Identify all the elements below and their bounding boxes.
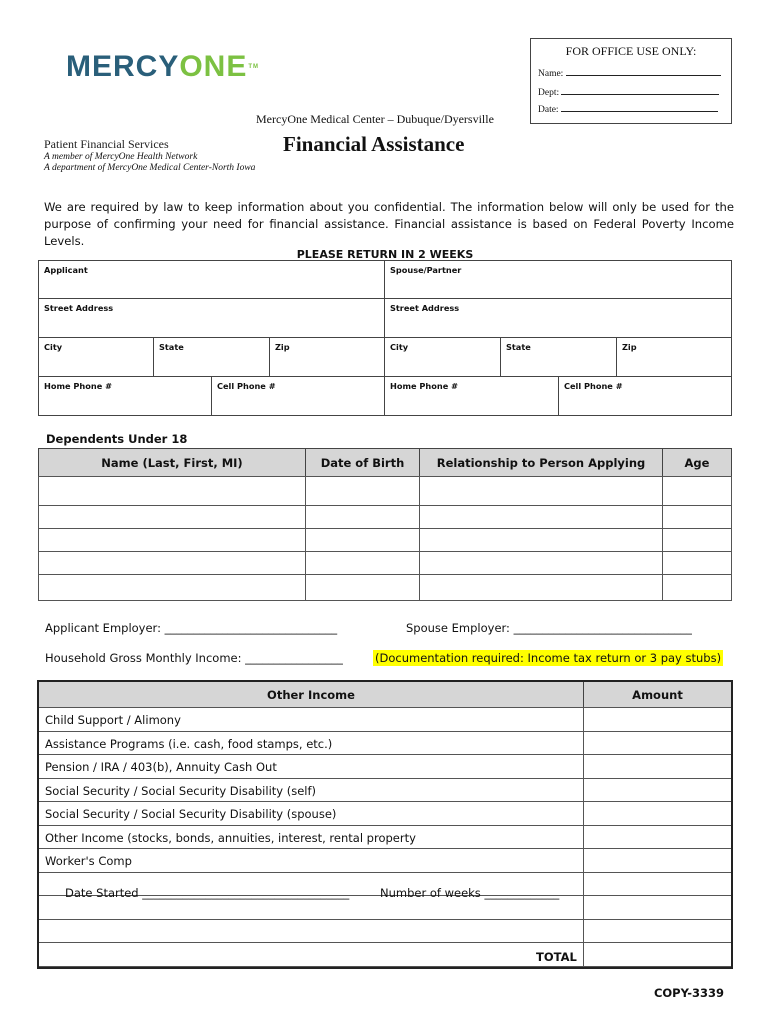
other-income-row xyxy=(38,778,584,803)
spouse-city-field[interactable] xyxy=(384,337,501,377)
dependent-cell[interactable] xyxy=(662,476,732,506)
dependent-cell[interactable] xyxy=(305,476,420,506)
dependent-cell[interactable] xyxy=(662,505,732,529)
amount-header: Amount xyxy=(583,681,732,708)
spouse-state-label: State xyxy=(506,342,531,352)
spouse-cell-phone-field[interactable] xyxy=(558,376,732,416)
office-date-label: Date: xyxy=(538,105,559,115)
office-dept-row xyxy=(538,85,719,98)
dependent-cell[interactable] xyxy=(305,528,420,552)
dependents-header-dob: Date of Birth xyxy=(305,448,420,477)
dependent-cell[interactable] xyxy=(662,551,732,575)
other-income-item-label: Assistance Programs (i.e. cash, food stamps, etc.) xyxy=(45,736,333,751)
applicant-home-phone-label: Home Phone # xyxy=(44,381,112,391)
medical-center-name: MercyOne Medical Center – Dubuque/Dyersville xyxy=(256,112,494,126)
applicant-zip-field[interactable] xyxy=(269,337,385,377)
amount-cell[interactable] xyxy=(583,731,732,756)
other-income-item-label: Social Security / Social Security Disability (spouse) xyxy=(45,807,337,821)
confidentiality-notice: We are required by law to keep information about you confidential. The information below will only be used for the purpose of confirming your need for financial assistance. Financial assistance is based on Federal Poverty Income Levels. xyxy=(44,200,734,248)
department-name: Patient Financial Services xyxy=(44,137,169,151)
dependent-cell[interactable] xyxy=(662,528,732,552)
other-income-header: Other Income xyxy=(38,681,584,708)
dependent-cell[interactable] xyxy=(305,551,420,575)
amount-cell[interactable] xyxy=(583,848,732,873)
dependent-cell[interactable] xyxy=(419,528,663,552)
applicant-city-label: City xyxy=(44,342,63,352)
other-income-row xyxy=(38,942,584,967)
spouse-zip-label: Zip xyxy=(622,342,637,352)
spouse-zip-field[interactable] xyxy=(616,337,732,377)
dependent-cell[interactable] xyxy=(419,574,663,601)
page-title: Financial Assistance xyxy=(283,132,465,156)
office-dept-field[interactable] xyxy=(561,85,719,95)
gross-income-line[interactable]: Household Gross Monthly Income: _________________ xyxy=(45,651,343,665)
applicant-street-field[interactable] xyxy=(38,298,385,338)
office-name-field[interactable] xyxy=(566,66,721,76)
other-income-row xyxy=(38,731,584,756)
office-name-label: Name: xyxy=(538,69,564,79)
other-income-row xyxy=(38,801,584,826)
dependent-cell[interactable] xyxy=(38,551,306,575)
office-dept-label: Dept: xyxy=(538,88,560,98)
dependent-cell[interactable] xyxy=(38,528,306,552)
department-of-note: A department of MercyOne Medical Center-North Iowa xyxy=(44,163,256,173)
spouse-name-field[interactable] xyxy=(384,260,732,299)
other-income-row xyxy=(38,707,584,732)
amount-cell[interactable] xyxy=(583,872,732,897)
dependent-cell[interactable] xyxy=(419,505,663,529)
documentation-note: (Documentation required: Income tax return or 3 pay stubs) xyxy=(375,651,722,665)
applicant-city-field[interactable] xyxy=(38,337,154,377)
logo-mercy-text: MERCY xyxy=(66,50,180,83)
dependent-cell[interactable] xyxy=(662,574,732,601)
applicant-home-phone-field[interactable] xyxy=(38,376,212,416)
spouse-street-label: Street Address xyxy=(390,303,460,313)
applicant-state-label: State xyxy=(159,342,184,352)
mercyone-logo xyxy=(66,52,259,82)
applicant-name-field[interactable] xyxy=(38,260,385,299)
office-use-title: FOR OFFICE USE ONLY: xyxy=(565,44,697,58)
applicant-cell-phone-label: Cell Phone # xyxy=(217,381,276,391)
applicant-street-label: Street Address xyxy=(44,303,114,313)
applicant-label: Applicant xyxy=(44,265,88,275)
applicant-state-field[interactable] xyxy=(153,337,270,377)
other-income-item-label: Other Income (stocks, bonds, annuities, interest, rental property xyxy=(45,830,416,845)
dependent-cell[interactable] xyxy=(38,476,306,506)
dependents-header-name: Name (Last, First, MI) xyxy=(38,448,306,477)
spouse-cell-phone-label: Cell Phone # xyxy=(564,381,623,391)
office-use-box xyxy=(530,38,732,124)
dependent-cell[interactable] xyxy=(419,476,663,506)
amount-cell[interactable] xyxy=(583,801,732,826)
other-income-item-label: Worker's Comp xyxy=(45,854,132,868)
dependents-header-age: Age xyxy=(662,448,732,477)
total-label: TOTAL xyxy=(536,950,577,964)
dependent-cell[interactable] xyxy=(419,551,663,575)
other-income-item-label: Child Support / Alimony xyxy=(45,713,181,727)
spouse-street-field[interactable] xyxy=(384,298,732,338)
amount-cell[interactable] xyxy=(583,919,732,944)
other-income-row xyxy=(38,848,584,873)
other-income-item-label: Pension / IRA / 403(b), Annuity Cash Out xyxy=(45,760,277,774)
spouse-city-label: City xyxy=(390,342,409,352)
applicant-employer-line[interactable]: Applicant Employer: ______________________________ xyxy=(45,621,338,635)
network-member-note: A member of MercyOne Health Network xyxy=(44,152,198,162)
logo-tm: TM xyxy=(248,64,260,70)
dependents-title: Dependents Under 18 xyxy=(46,432,188,446)
amount-cell[interactable] xyxy=(583,707,732,732)
spouse-employer-line[interactable]: Spouse Employer: _______________________________ xyxy=(406,621,692,635)
office-date-field[interactable] xyxy=(561,102,718,112)
amount-cell[interactable] xyxy=(583,942,732,967)
logo-one-text: ONE xyxy=(179,50,248,83)
applicant-cell-phone-field[interactable] xyxy=(211,376,385,416)
dependent-cell[interactable] xyxy=(305,574,420,601)
office-name-row xyxy=(538,66,721,79)
other-income-row xyxy=(38,825,584,850)
spouse-home-phone-label: Home Phone # xyxy=(390,381,458,391)
applicant-zip-label: Zip xyxy=(275,342,290,352)
office-date-row xyxy=(538,102,718,115)
amount-cell[interactable] xyxy=(583,895,732,920)
dependent-cell[interactable] xyxy=(38,505,306,529)
workers-comp-number-of-weeks[interactable]: Number of weeks _____________ xyxy=(380,886,560,900)
dependent-cell[interactable] xyxy=(305,505,420,529)
dependent-cell[interactable] xyxy=(38,574,306,601)
other-income-item-label: Social Security / Social Security Disability (self) xyxy=(45,783,317,798)
form-code: COPY-3339 xyxy=(653,986,724,1000)
amount-cell[interactable] xyxy=(583,825,732,850)
spouse-label: Spouse/Partner xyxy=(390,265,462,275)
amount-cell[interactable] xyxy=(583,778,732,803)
spouse-state-field[interactable] xyxy=(500,337,617,377)
other-income-row xyxy=(38,754,584,779)
workers-comp-date-started[interactable]: Date Started ____________________________________ xyxy=(65,886,350,900)
spouse-home-phone-field[interactable] xyxy=(384,376,559,416)
amount-cell[interactable] xyxy=(583,754,732,779)
return-deadline: PLEASE RETURN IN 2 WEEKS xyxy=(296,248,474,261)
dependents-header-relationship: Relationship to Person Applying xyxy=(419,448,663,477)
other-income-row xyxy=(38,919,584,944)
